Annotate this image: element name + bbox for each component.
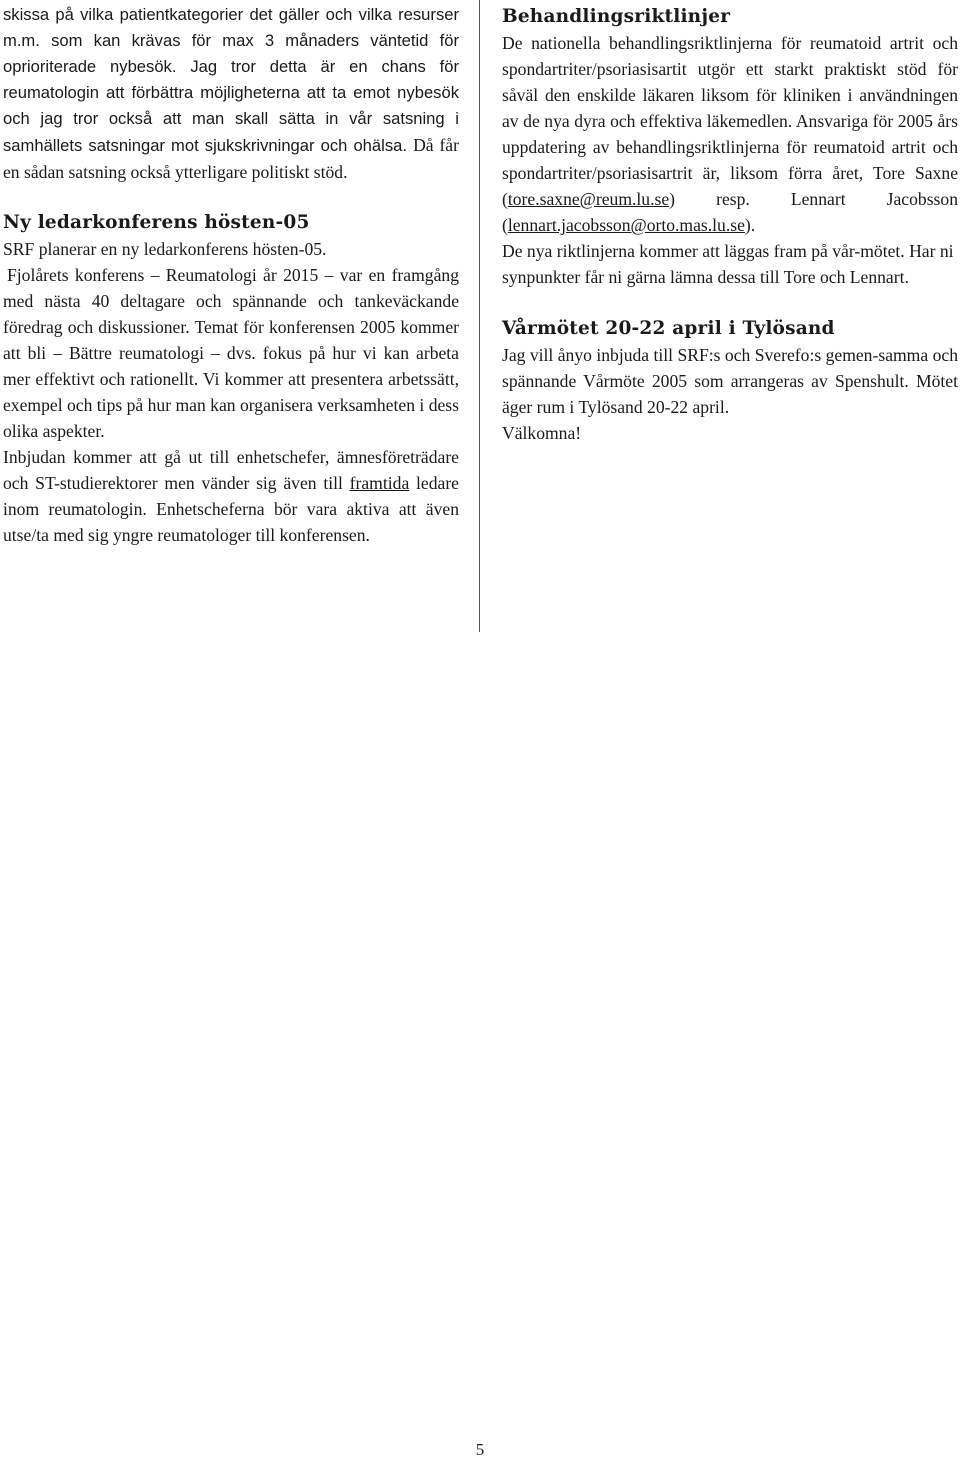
column-divider: [479, 0, 480, 632]
heading-varmotet: Vårmötet 20-22 april i Tylösand: [502, 318, 835, 339]
section-spacer: [3, 186, 459, 210]
section-body-2-end: ledare inom reumatologin. Enhetscheferna bör vara aktiva att även utse/ta med sig yngre reumatologer till konferensen.: [3, 473, 459, 545]
section-lead: SRF planerar en ny ledarkonferens hösten-05.: [3, 239, 327, 259]
section-heading-ledarkonferens: Ny ledarkonferens hösten-05: [3, 212, 310, 233]
section-body-2-start: Inbjudan kommer att gå ut till enhetschefer, ämnesföreträdare och ST-studierektorer men vänder sig även till: [3, 447, 459, 493]
riktlinjer-body-end: ).: [744, 215, 756, 235]
riktlinjer-body-2: De nya riktlinjerna kommer att läggas fram på vår-mötet. Har ni synpunkter får ni gärna lämna dessa till Tore och Lennart.: [502, 241, 954, 287]
section-body-1: Fjolårets konferens – Reumatologi år 2015 – var en framgång med nästa 40 deltagare och spännande och tankeväckande föredrag och diskussioner. Temat för konferensen 2005 kommer att bli – Bättre reumatologi – dvs. fokus på hur vi kan arbeta mer effektivt och rationellt. Vi kommer att presentera arbetssätt, exempel och tips på hur man kan organisera verksamheten i dess olika aspekter.: [3, 265, 459, 441]
intro-paragraph: [3, 2, 459, 186]
heading-behandlingsriktlinjer: Behandlingsriktlinjer: [502, 6, 731, 27]
email-link-lennart[interactable]: lennart.jacobsson@orto.mas.lu.se: [507, 215, 745, 235]
intro-text: skissa på vilka patientkategorier det gäller och vilka resurser m.m. som kan krävas för max 3 månaders väntetid för oprioriterade nybesök. Jag tror detta är en chans för reumatologin att förbättra möjligheterna att ta emot nybesök och jag tror också att man skall sätta in vår satsning i samhällets satsningar mot sjukskrivningar och ohälsa.: [3, 5, 459, 155]
riktlinjer-body: [502, 30, 958, 238]
section-spacer: [502, 290, 958, 316]
riktlinjer-body-start: De nationella behandlingsriktlinjerna för reumatoid artrit och spondartriter/psoriasisartit utgör ett starkt praktiskt stöd för såväl den enskilde läkaren liksom för kliniken i användningen av de nya dyra och effektiva läkemedlen. Ansvariga för 2005 års uppdatering av behandlingsriktlinjerna för reumatoid artrit och spondartriter/psoriasisartrit är, liksom förra året, Tore Saxne (: [502, 33, 958, 209]
varmotet-body: Jag vill ånyo inbjuda till SRF:s och Sverefo:s gemen-samma och spännande Vårmöte 2005 som arrangeras av Spenshult. Mötet äger rum i Tylösand 20-22 april.: [502, 345, 958, 417]
left-column: [3, 2, 459, 548]
varmotet-welcome: Välkomna!: [502, 423, 582, 443]
riktlinjer-body-mid: ) resp. Lennart Jacobsson (: [502, 189, 958, 235]
right-column: [502, 4, 958, 446]
email-link-tore[interactable]: tore.saxne@reum.lu.se: [507, 189, 670, 209]
intro-tail-text: Då får en sådan satsning också ytterligare politiskt stöd.: [3, 135, 459, 182]
underlined-word: framtida: [349, 473, 410, 493]
section-body-2: [3, 444, 459, 548]
page-number: 5: [475, 1440, 485, 1459]
